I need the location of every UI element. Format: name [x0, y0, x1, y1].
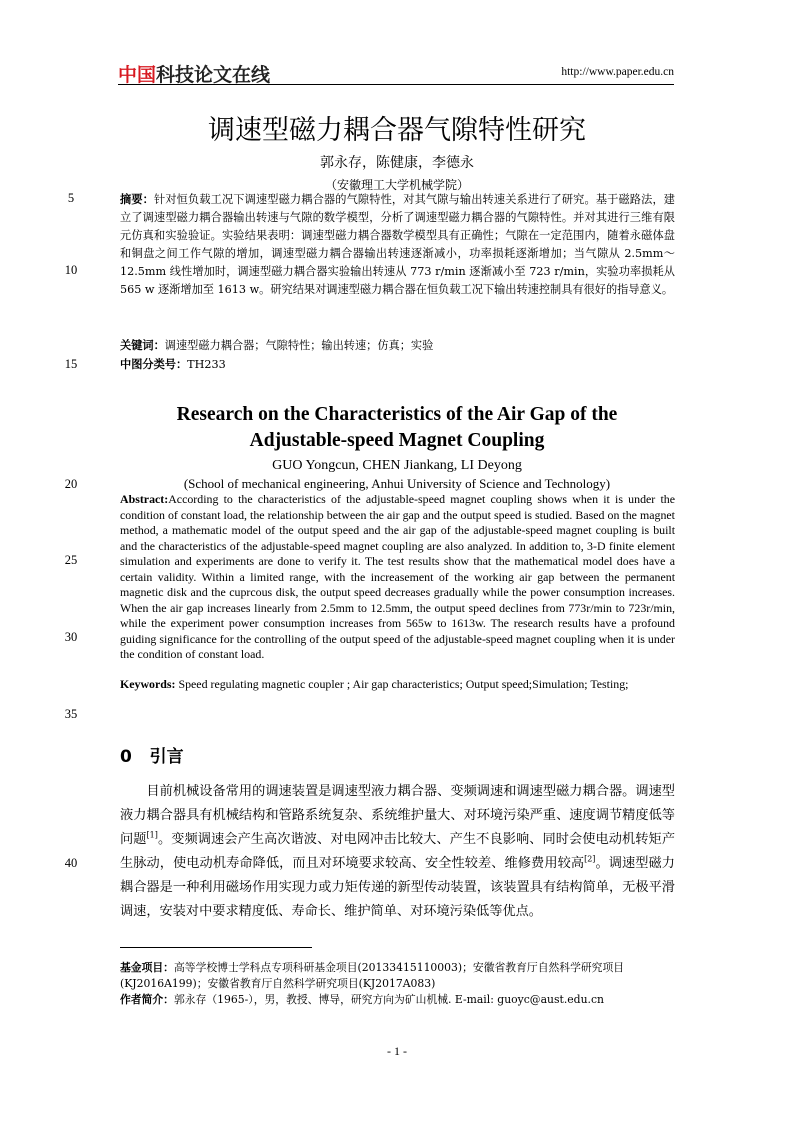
abstract-en: [120, 492, 675, 663]
intro-text-1: 目前机械设备常用的调速装置是调速型液力耦合器、变频调速和调速型磁力耦合器。调速型液力耦合器具有机械结构和管路系统复杂、系统维护量大、对环境污染严重、速度调节精度低等问题: [120, 784, 675, 848]
line-number: 30: [64, 630, 78, 644]
citation-ref[interactable]: [1]: [146, 830, 158, 840]
footnotes: [120, 960, 680, 1008]
header-rule: [118, 84, 674, 85]
author-bio-label: 作者简介：: [120, 993, 174, 1006]
classification-cn: [120, 356, 675, 374]
paper-title-en: [0, 402, 794, 454]
abstract-cn: [120, 191, 675, 299]
author-bio-text: 郭永存（1965-），男，教授、博导，研究方向为矿山机械. E-mail: guoyc@aust.edu.cn: [173, 993, 604, 1006]
paper-title-cn: 调速型磁力耦合器气隙特性研究: [208, 115, 586, 146]
section-number: 0: [120, 747, 132, 767]
abstract-cn-label: 摘要：: [120, 193, 154, 206]
keywords-en-text: Speed regulating magnetic coupler ; Air gap characteristics; Output speed;Simulation; Testing;: [178, 677, 629, 691]
journal-logo: [118, 60, 270, 87]
line-number: 5: [67, 191, 75, 205]
line-number: 15: [64, 357, 78, 371]
footnote-rule: [120, 947, 312, 948]
line-number: 25: [64, 553, 78, 567]
keywords-en-label: Keywords:: [120, 677, 176, 691]
intro-paragraph: [120, 780, 675, 925]
classification-cn-label: 中图分类号：: [120, 358, 188, 371]
abstract-en-label: Abstract:: [120, 492, 169, 506]
fund-text: 高等学校博士学科点专项科研基金项目(20133415110003)；安徽省教育厅自然科学研究项目(KJ2016A199)；安徽省教育厅自然科学研究项目(KJ2017A083): [120, 961, 625, 990]
section-heading: [120, 742, 184, 767]
keywords-cn: [120, 337, 675, 355]
footnote-fund: [120, 960, 680, 992]
paper-title-en-line2: Adjustable-speed Magnet Coupling: [249, 430, 545, 451]
line-number: 40: [64, 856, 78, 870]
intro-text-2: 。变频调速会产生高次谐波、对电网冲击比较大、产生不良影响、同时会使电动机转矩产生脉动，使电动机寿命降低，而且对环境要求较高、安全性较差、维修费用较高: [120, 832, 676, 872]
line-number: 35: [64, 707, 78, 721]
abstract-en-text: According to the characteristics of the adjustable-speed magnet coupling shows when it is under the condition of constant load, the relationship between the air gap and the output speed is studied. Based on the magnet method, a mathematic model of the output speed and the air gap of the adjustable-speed magnet coupling is built and the characteristics of the adjustable-speed magnet coupling are also analyzed. In addition to, 3-D finite element simulation and experiments are done to verify it. The test results show that the mathematical model does have a certain validity. Within a limited range, with the increasement of the working air gap between the permanent magnetic disk and the cuprcous disk, the output speed decreases gradually while the power consumption increases. When the air gap increases linearly from 2.5mm to 12.5mm, the output speed declines from 773r/min to 723r/min, while the experiment power consumption increases from 565w to 1613w. The research results have a profound guiding significance for the controlling of the output speed of the adjustable-speed magnet coupling when it is under the condition of constant load.: [120, 492, 675, 661]
classification-cn-text: TH233: [187, 358, 226, 371]
authors-en: GUO Yongcun, CHEN Jiankang, LI Deyong: [272, 458, 522, 473]
paper-title-en-line1: Research on the Characteristics of the Air Gap of the: [176, 404, 618, 425]
line-number: 20: [64, 477, 78, 491]
logo-red-text: 中国: [118, 64, 157, 86]
page-number: - 1 -: [387, 1044, 407, 1058]
fund-label: 基金项目：: [120, 961, 174, 974]
header-url[interactable]: http://www.paper.edu.cn: [561, 66, 674, 78]
authors-cn: 郭永存，陈健康，李德永: [320, 155, 474, 171]
keywords-cn-text: 调速型磁力耦合器；气隙特性；输出转速；仿真；实验: [164, 339, 434, 352]
keywords-en: [120, 677, 675, 693]
line-number: 10: [64, 263, 78, 277]
affiliation-en: (School of mechanical engineering, Anhui University of Science and Technology): [183, 476, 611, 491]
abstract-cn-text: 针对恒负载工况下调速型磁力耦合器的气隙特性，对其气隙与输出转速关系进行了研究。基于磁路法，建立了调速型磁力耦合器输出转速与气隙的数学模型，分析了调速型磁力耦合器的气隙特性。并对其进行三维有限元仿真和实验验证。实验结果表明：调速型磁力耦合器数学模型具有正确性；气隙在一定范围内，随着永磁体盘和铜盘之间工作气隙的增加，调速型磁力耦合器输出转速逐渐减小，功率损耗逐渐增加；当气隙从 2.5mm～12.5mm 线性增加时，调速型磁力耦合器实验输出转速从 773 r/min 逐渐减小至 723 r/min，实验功率损耗从 565 w 逐渐增加至 1613 w。研究结果对调速型磁力耦合器在恒负载工况下输出转速控制具有很好的指导意义。: [120, 193, 675, 296]
citation-ref[interactable]: [2]: [584, 854, 596, 864]
logo-dark-text: 科技论文在线: [156, 64, 271, 86]
footnote-author: [120, 992, 680, 1008]
keywords-cn-label: 关键词：: [120, 339, 165, 352]
section-title: 引言: [149, 747, 184, 767]
affiliation-cn: （安徽理工大学机械学院）: [324, 178, 469, 192]
intro-text-3: 。调速型磁力耦合器是一种利用磁场作用实现力或力矩传递的新型传动装置，该装置具有结构简单，无极平滑调速，安装对中要求精度低、寿命长、维护简单、对环境污染低等优点。: [120, 856, 675, 920]
